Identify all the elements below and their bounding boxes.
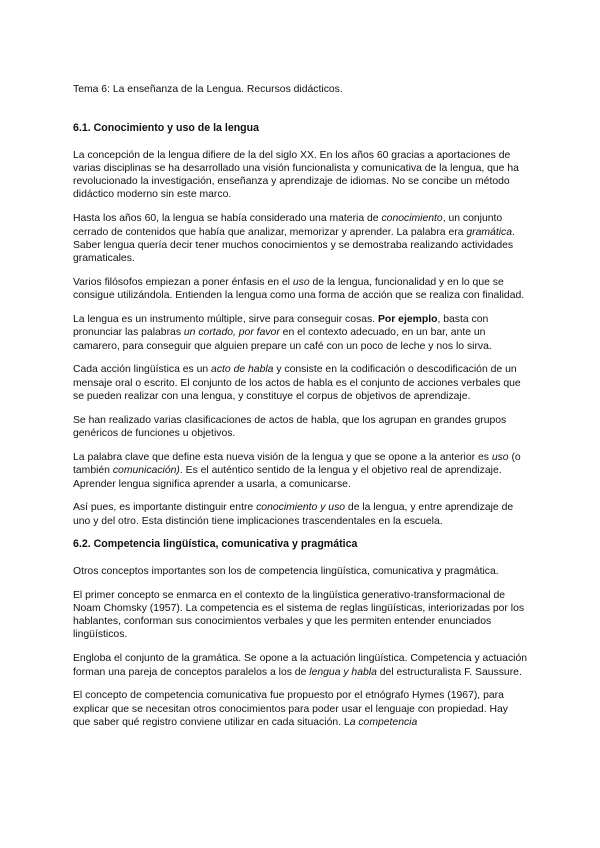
italic-term: a competencia — [349, 716, 418, 728]
paragraph — [73, 276, 528, 303]
text-run: , basta con pronunciar las palabras — [73, 314, 489, 339]
text-run: . Saber lengua quería decir tener muchos conocimientos y se demostraba realizando actividades gramaticales. — [73, 226, 515, 265]
paragraph: El primer concepto se enmarca en el contexto de la lingüística generativo-transformacional de Noam Chomsky (1957). La competencia es el sistema de reglas lingüísticas, interiorizadas por los hablantes, conforman sus conocimientos verbales y que les permiten entender enunciados lingüísticos. — [73, 589, 525, 641]
italic-term: acto de habla — [211, 364, 274, 376]
italic-term: un cortado, por favor — [183, 327, 280, 339]
text-run: Varios filósofos empiezan a poner énfasis en el — [73, 276, 293, 288]
italic-term: gramática — [466, 226, 512, 238]
paragraph — [73, 212, 528, 265]
text-run: de la lengua, funcionalidad y en lo que se consigue utilizándola. Entienden la lengua como una forma de acción que se realiza con finalidad. — [73, 276, 525, 302]
text-run: Hasta los años 60, la lengua se había considerado una materia de — [73, 213, 382, 225]
paragraph — [73, 501, 528, 528]
document-title: Tema 6: La enseñanza de la Lengua. Recursos didácticos. — [73, 84, 343, 95]
text-run: del estructuralista F. Saussure. — [376, 666, 522, 678]
paragraph: Otros conceptos importantes son los de competencia lingüística, comunicativa y pragmática. — [73, 565, 499, 577]
italic-term: comunicación) — [112, 465, 180, 477]
text-run: El concepto de competencia comunicativa fue propuesto por el etnógrafo Hymes (1967), para explicar que se necesitan otros conocimientos para poder usar el lenguaje con propiedad. Hay que saber qué registro conviene utilizar en cada situación. L — [73, 690, 508, 728]
paragraph: La concepción de la lengua difiere de la del siglo XX. En los años 60 gracias a aportaciones de varias disciplinas se ha desarrollado una visión funcionalista y comunicativa de la lengua, que ha revolucionado la investigación, enseñanza y aprendizaje de idiomas. No se concibe un método didáctico moderno sin este marco. — [73, 149, 519, 201]
italic-term: uso — [292, 276, 310, 288]
text-run: de la lengua, y entre aprendizaje de uno y del otro. Esta distinción tiene implicaciones trascendentales en la escuela. — [73, 502, 514, 527]
section-1-heading: 6.1. Conocimiento y uso de la lengua — [73, 122, 260, 135]
paragraph — [73, 313, 528, 353]
text-run: Cada acción lingüística es un — [73, 364, 212, 376]
paragraph — [73, 363, 528, 403]
italic-term: conocimiento — [381, 213, 443, 225]
italic-term: conocimiento y uso — [256, 502, 346, 514]
paragraph — [73, 689, 528, 729]
text-run: (o también — [73, 451, 521, 477]
paragraph: Se han realizado varias clasificaciones de actos de habla, que los agrupan en grandes grupos genéricos de funciones u objetivos. — [73, 414, 507, 440]
paragraph — [73, 451, 528, 491]
italic-term: lengua y habla — [309, 666, 377, 678]
text-run: La palabra clave que define esta nueva visión de la lengua y que se opone a la anterior es — [73, 451, 492, 463]
text-run: Engloba el conjunto de la gramática. Se opone a la actuación lingüística. Competencia y actuación forman una pareja de conceptos paralelos a los de — [73, 653, 528, 678]
bold-term: Por ejemplo — [377, 314, 438, 326]
text-run: Así pues, es importante distinguir entre — [73, 502, 257, 514]
paragraph — [73, 652, 528, 679]
text-run: , un conjunto cerrado de contenidos que había que analizar, memorizar y aprender. La palabra era — [73, 213, 503, 238]
text-run: La lengua es un instrumento múltiple, sirve para conseguir cosas. — [73, 314, 378, 326]
text-run: en el contexto adecuado, en un bar, ante un camarero, para conseguir que alguien prepare un café con un poco de leche y nos lo sirva. — [73, 327, 492, 352]
text-run: y consiste en la codificación o descodificación de un mensaje oral o escrito. El conjunto de los actos de habla es el conjunto de acciones verbales que se pueden realizar con una lengua, y constituye el corpus de objetivos de aprendizaje. — [73, 364, 521, 403]
text-run: . Es el auténtico sentido de la lengua y el objetivo real de aprendizaje. Aprender lengua significa aprender a usarla, a comunicarse. — [73, 465, 502, 490]
italic-term: uso — [491, 451, 509, 463]
section-2-heading: 6.2. Competencia lingüística, comunicativa y pragmática — [73, 538, 358, 551]
